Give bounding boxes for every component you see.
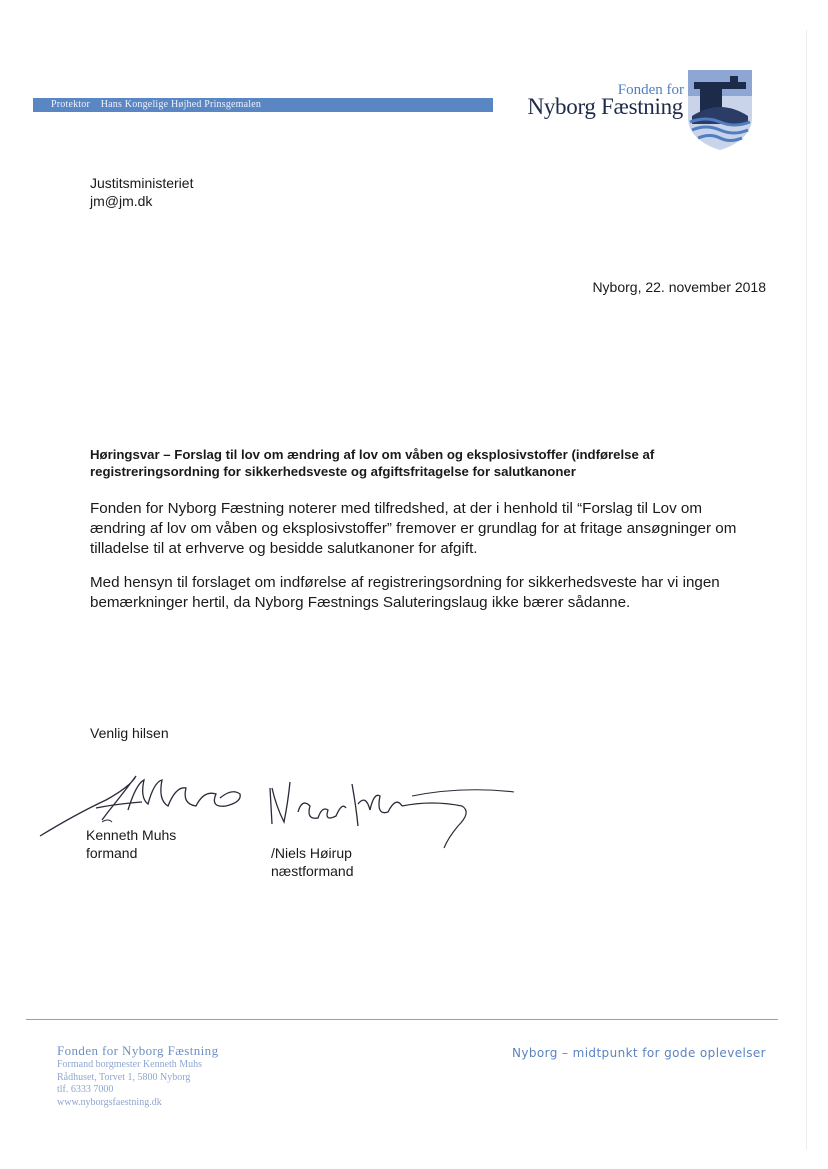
body-paragraph-1: Fonden for Nyborg Fæstning noterer med tilfredshed, at der i henhold til “Forslag til Lov om ændring af lov om våben og eksplosivstoffer” fremover er grundlag for at fritage ansøgninger om tilladelse til at erhverve og besidde salutkanoner for afgift. — [90, 500, 737, 557]
protector-name: Hans Kongelige Højhed Prinsgemalen — [100, 99, 262, 110]
subject-heading: Høringsvar – Forslag til lov om ændring af lov om våben og eksplosivstoffer (indførelse af registreringsordning for sikkerhedsveste og afgiftsfritagelse for salutkanoner — [90, 447, 655, 479]
signature-niels-hoirup — [262, 766, 522, 856]
footer-address-block — [57, 1043, 218, 1109]
body-paragraph-2: Med hensyn til forslaget om indførelse af registreringsordning for sikkerhedsveste har vi ingen bemærkninger hertil, da Nyborg Fæstnings Saluteringslaug ikke bærer sådanne. — [90, 574, 720, 611]
footer-phone: tlf. 6333 7000 — [57, 1084, 114, 1095]
footer-website: www.nyborgsfaestning.dk — [57, 1096, 162, 1108]
fortress-emblem-icon — [686, 68, 754, 150]
recipient-email: jm@jm.dk — [90, 193, 153, 209]
protector-line — [51, 98, 261, 112]
footer-divider — [26, 1019, 778, 1020]
protector-label: Protektor — [51, 99, 91, 110]
signer-name: /Niels Høirup — [271, 845, 352, 861]
logo-line-fonden: Fonden for — [617, 82, 684, 98]
signer-block-1 — [86, 826, 176, 862]
letter-date: Nyborg, 22. november 2018 — [592, 279, 766, 295]
scan-edge-line — [806, 30, 807, 1150]
signer-name: Kenneth Muhs — [86, 827, 177, 843]
closing-greeting: Venlig hilsen — [90, 725, 169, 741]
recipient-name: Justitsministeriet — [90, 175, 194, 191]
footer-slogan: Nyborg – midtpunkt for gode oplevelser — [512, 1046, 766, 1060]
signer-block-2 — [271, 844, 353, 880]
footer-org-name: Fonden for Nyborg Fæstning — [57, 1043, 219, 1058]
logo-line-name: Nyborg Fæstning — [527, 94, 683, 119]
footer-chair: Formand borgmester Kenneth Muhs — [57, 1059, 203, 1070]
footer-address: Rådhuset, Torvet 1, 5800 Nyborg — [57, 1071, 191, 1083]
recipient-block — [90, 174, 193, 210]
signer-title: næstformand — [271, 863, 354, 879]
signer-title: formand — [86, 845, 138, 861]
